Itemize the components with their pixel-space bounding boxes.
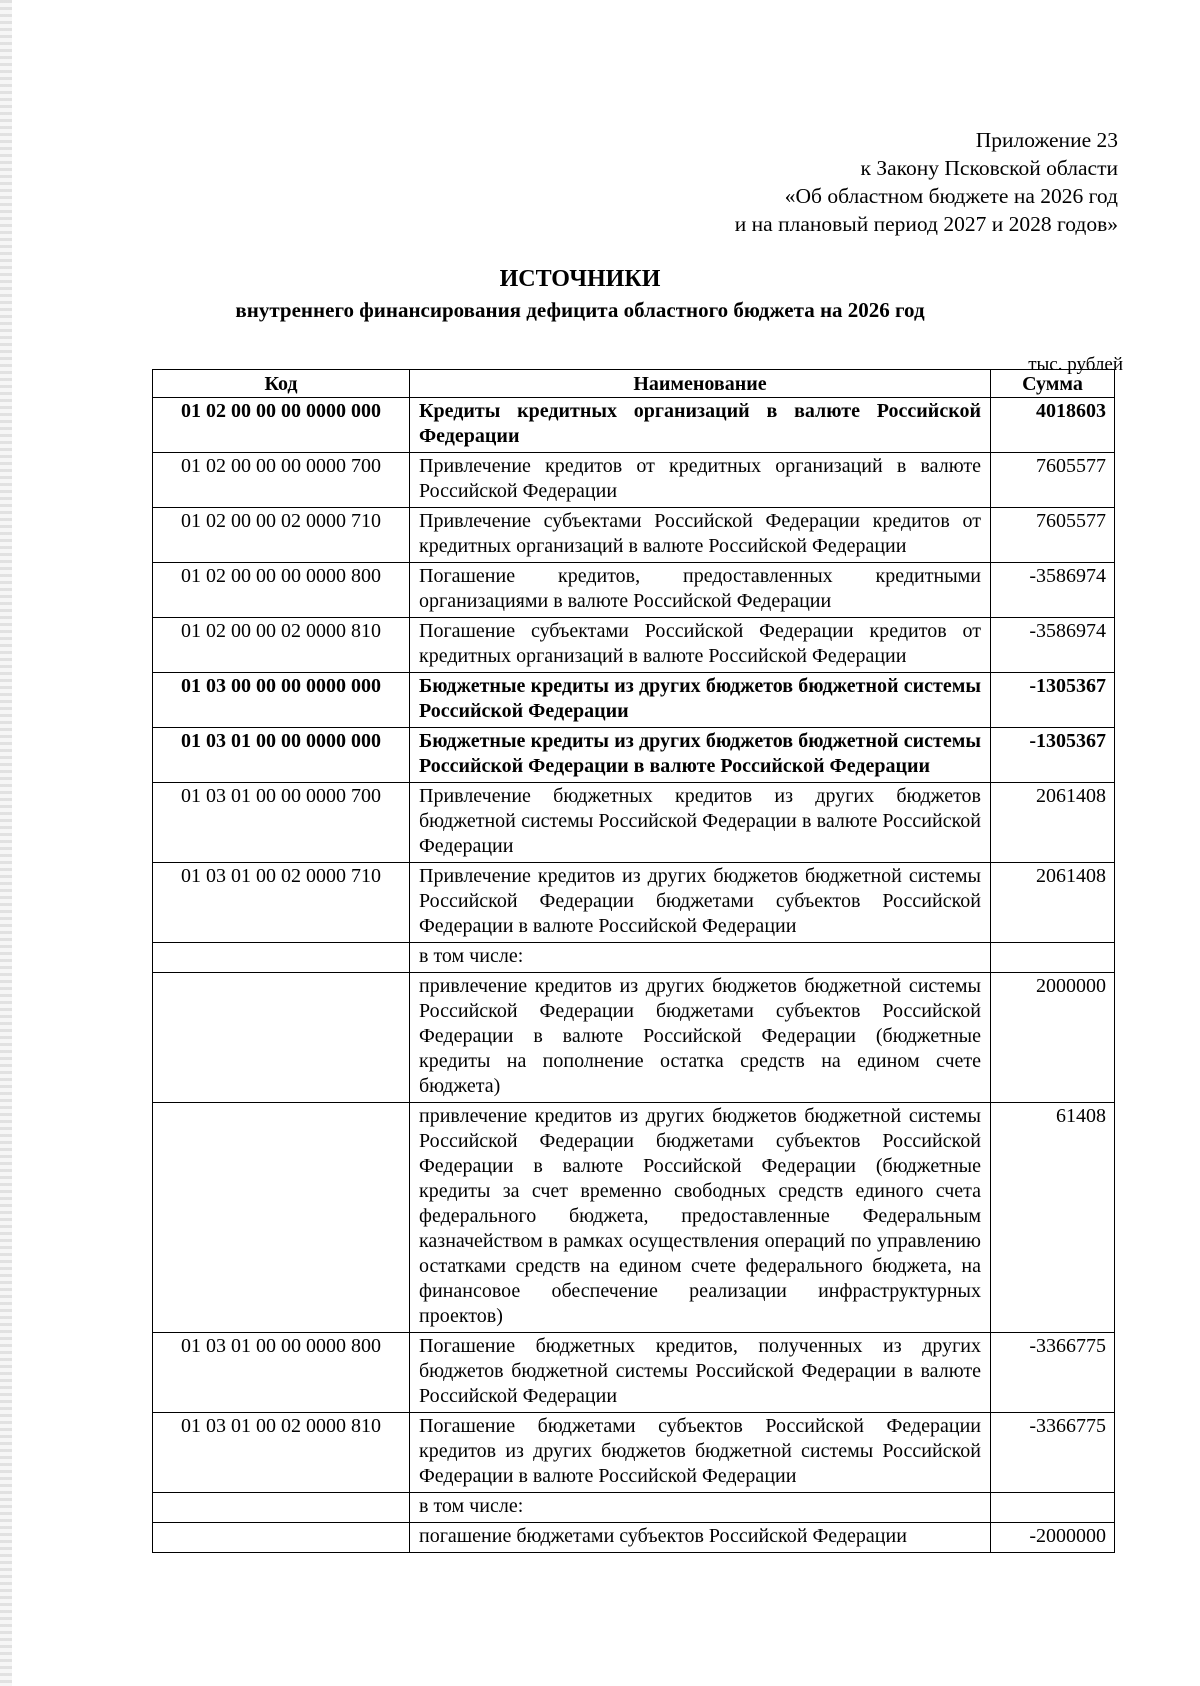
scan-edge	[0, 0, 12, 1686]
table-row	[153, 673, 1115, 728]
row-sum: -2000000	[991, 1523, 1115, 1553]
row-code: 01 03 01 00 00 0000 800	[153, 1333, 410, 1413]
row-name: Бюджетные кредиты из других бюджетов бюджетной системы Российской Федерации в валюте Российской Федерации	[410, 728, 991, 783]
row-name: в том числе:	[410, 1493, 991, 1523]
table-row	[153, 563, 1115, 618]
row-code: 01 02 00 00 02 0000 810	[153, 618, 410, 673]
sources-table	[152, 369, 1115, 1553]
row-sum: 7605577	[991, 453, 1115, 508]
row-sum: 4018603	[991, 398, 1115, 453]
column-header-name: Наименование	[410, 370, 991, 398]
table-body	[153, 398, 1115, 1553]
row-name: погашение бюджетами субъектов Российской Федерации	[410, 1523, 991, 1553]
row-sum: 2000000	[991, 973, 1115, 1103]
table-row	[153, 863, 1115, 943]
row-name: Погашение бюджетами субъектов Российской Федерации кредитов из других бюджетов бюджетной системы Российской Федерации в валюте Российской Федерации	[410, 1413, 991, 1493]
row-sum: -1305367	[991, 728, 1115, 783]
row-sum: -3366775	[991, 1333, 1115, 1413]
table-row	[153, 1493, 1115, 1523]
appendix-line-4: и на плановый период 2027 и 2028 годов»	[734, 212, 1118, 236]
table-row	[153, 943, 1115, 973]
column-header-sum: Сумма	[991, 370, 1115, 398]
table-row	[153, 1523, 1115, 1553]
row-name: привлечение кредитов из других бюджетов бюджетной системы Российской Федерации бюджетами субъектов Российской Федерации в валюте Российской Федерации (бюджетные кредиты на пополнение остатка средств на едином счете бюджета)	[410, 973, 991, 1103]
column-header-code: Код	[153, 370, 410, 398]
row-sum: 2061408	[991, 783, 1115, 863]
row-code	[153, 1523, 410, 1553]
row-sum: -3586974	[991, 618, 1115, 673]
document-title: ИСТОЧНИКИ	[499, 266, 661, 292]
row-sum	[991, 1493, 1115, 1523]
document-subtitle: внутреннего финансирования дефицита областного бюджета на 2026 год	[235, 298, 925, 322]
units-label: тыс. рублей	[1028, 354, 1123, 375]
row-sum: 7605577	[991, 508, 1115, 563]
appendix-header	[735, 126, 1118, 238]
table-row	[153, 618, 1115, 673]
row-code	[153, 1103, 410, 1333]
row-name: Погашение субъектами Российской Федерации кредитов от кредитных организаций в валюте Российской Федерации	[410, 618, 991, 673]
table-row	[153, 783, 1115, 863]
table-row	[153, 728, 1115, 783]
appendix-line-1: Приложение 23	[975, 128, 1118, 152]
table-row	[153, 1413, 1115, 1493]
row-name: в том числе:	[410, 943, 991, 973]
row-name: Кредиты кредитных организаций в валюте Российской Федерации	[410, 398, 991, 453]
table-header-row	[153, 370, 1115, 398]
row-code: 01 03 01 00 00 0000 700	[153, 783, 410, 863]
row-sum: -3586974	[991, 563, 1115, 618]
row-name: привлечение кредитов из других бюджетов бюджетной системы Российской Федерации бюджетами субъектов Российской Федерации в валюте Российской Федерации (бюджетные кредиты за счет временно свободных средств единого счета федерального бюджета, предоставленные Федеральным казначейством в рамках осуществления операций по управлению остатками средств на едином счете федерального бюджета, на финансовое обеспечение реализации инфраструктурных проектов)	[410, 1103, 991, 1333]
row-name: Бюджетные кредиты из других бюджетов бюджетной системы Российской Федерации	[410, 673, 991, 728]
row-sum: 61408	[991, 1103, 1115, 1333]
row-name: Погашение бюджетных кредитов, полученных из других бюджетов бюджетной системы Российской Федерации в валюте Российской Федерации	[410, 1333, 991, 1413]
appendix-line-3: «Об областном бюджете на 2026 год	[784, 184, 1118, 208]
row-sum: 2061408	[991, 863, 1115, 943]
row-name: Привлечение кредитов от кредитных организаций в валюте Российской Федерации	[410, 453, 991, 508]
row-name: Привлечение кредитов из других бюджетов бюджетной системы Российской Федерации бюджетами субъектов Российской Федерации в валюте Российской Федерации	[410, 863, 991, 943]
appendix-line-2: к Закону Псковской области	[860, 156, 1118, 180]
row-sum: -1305367	[991, 673, 1115, 728]
row-name: Погашение кредитов, предоставленных кредитными организациями в валюте Российской Федерации	[410, 563, 991, 618]
row-code	[153, 973, 410, 1103]
row-code: 01 02 00 00 00 0000 800	[153, 563, 410, 618]
table-row	[153, 973, 1115, 1103]
table-row	[153, 1333, 1115, 1413]
row-code: 01 02 00 00 00 0000 700	[153, 453, 410, 508]
table-row	[153, 453, 1115, 508]
table-row	[153, 508, 1115, 563]
row-code: 01 02 00 00 00 0000 000	[153, 398, 410, 453]
row-code: 01 02 00 00 02 0000 710	[153, 508, 410, 563]
row-code	[153, 943, 410, 973]
table-row	[153, 1103, 1115, 1333]
row-code: 01 03 01 00 02 0000 710	[153, 863, 410, 943]
table-row	[153, 398, 1115, 453]
row-code: 01 03 00 00 00 0000 000	[153, 673, 410, 728]
row-code: 01 03 01 00 00 0000 000	[153, 728, 410, 783]
row-name: Привлечение субъектами Российской Федерации кредитов от кредитных организаций в валюте Российской Федерации	[410, 508, 991, 563]
row-sum: -3366775	[991, 1413, 1115, 1493]
row-code: 01 03 01 00 02 0000 810	[153, 1413, 410, 1493]
row-sum	[991, 943, 1115, 973]
row-code	[153, 1493, 410, 1523]
row-name: Привлечение бюджетных кредитов из других бюджетов бюджетной системы Российской Федерации в валюте Российской Федерации	[410, 783, 991, 863]
